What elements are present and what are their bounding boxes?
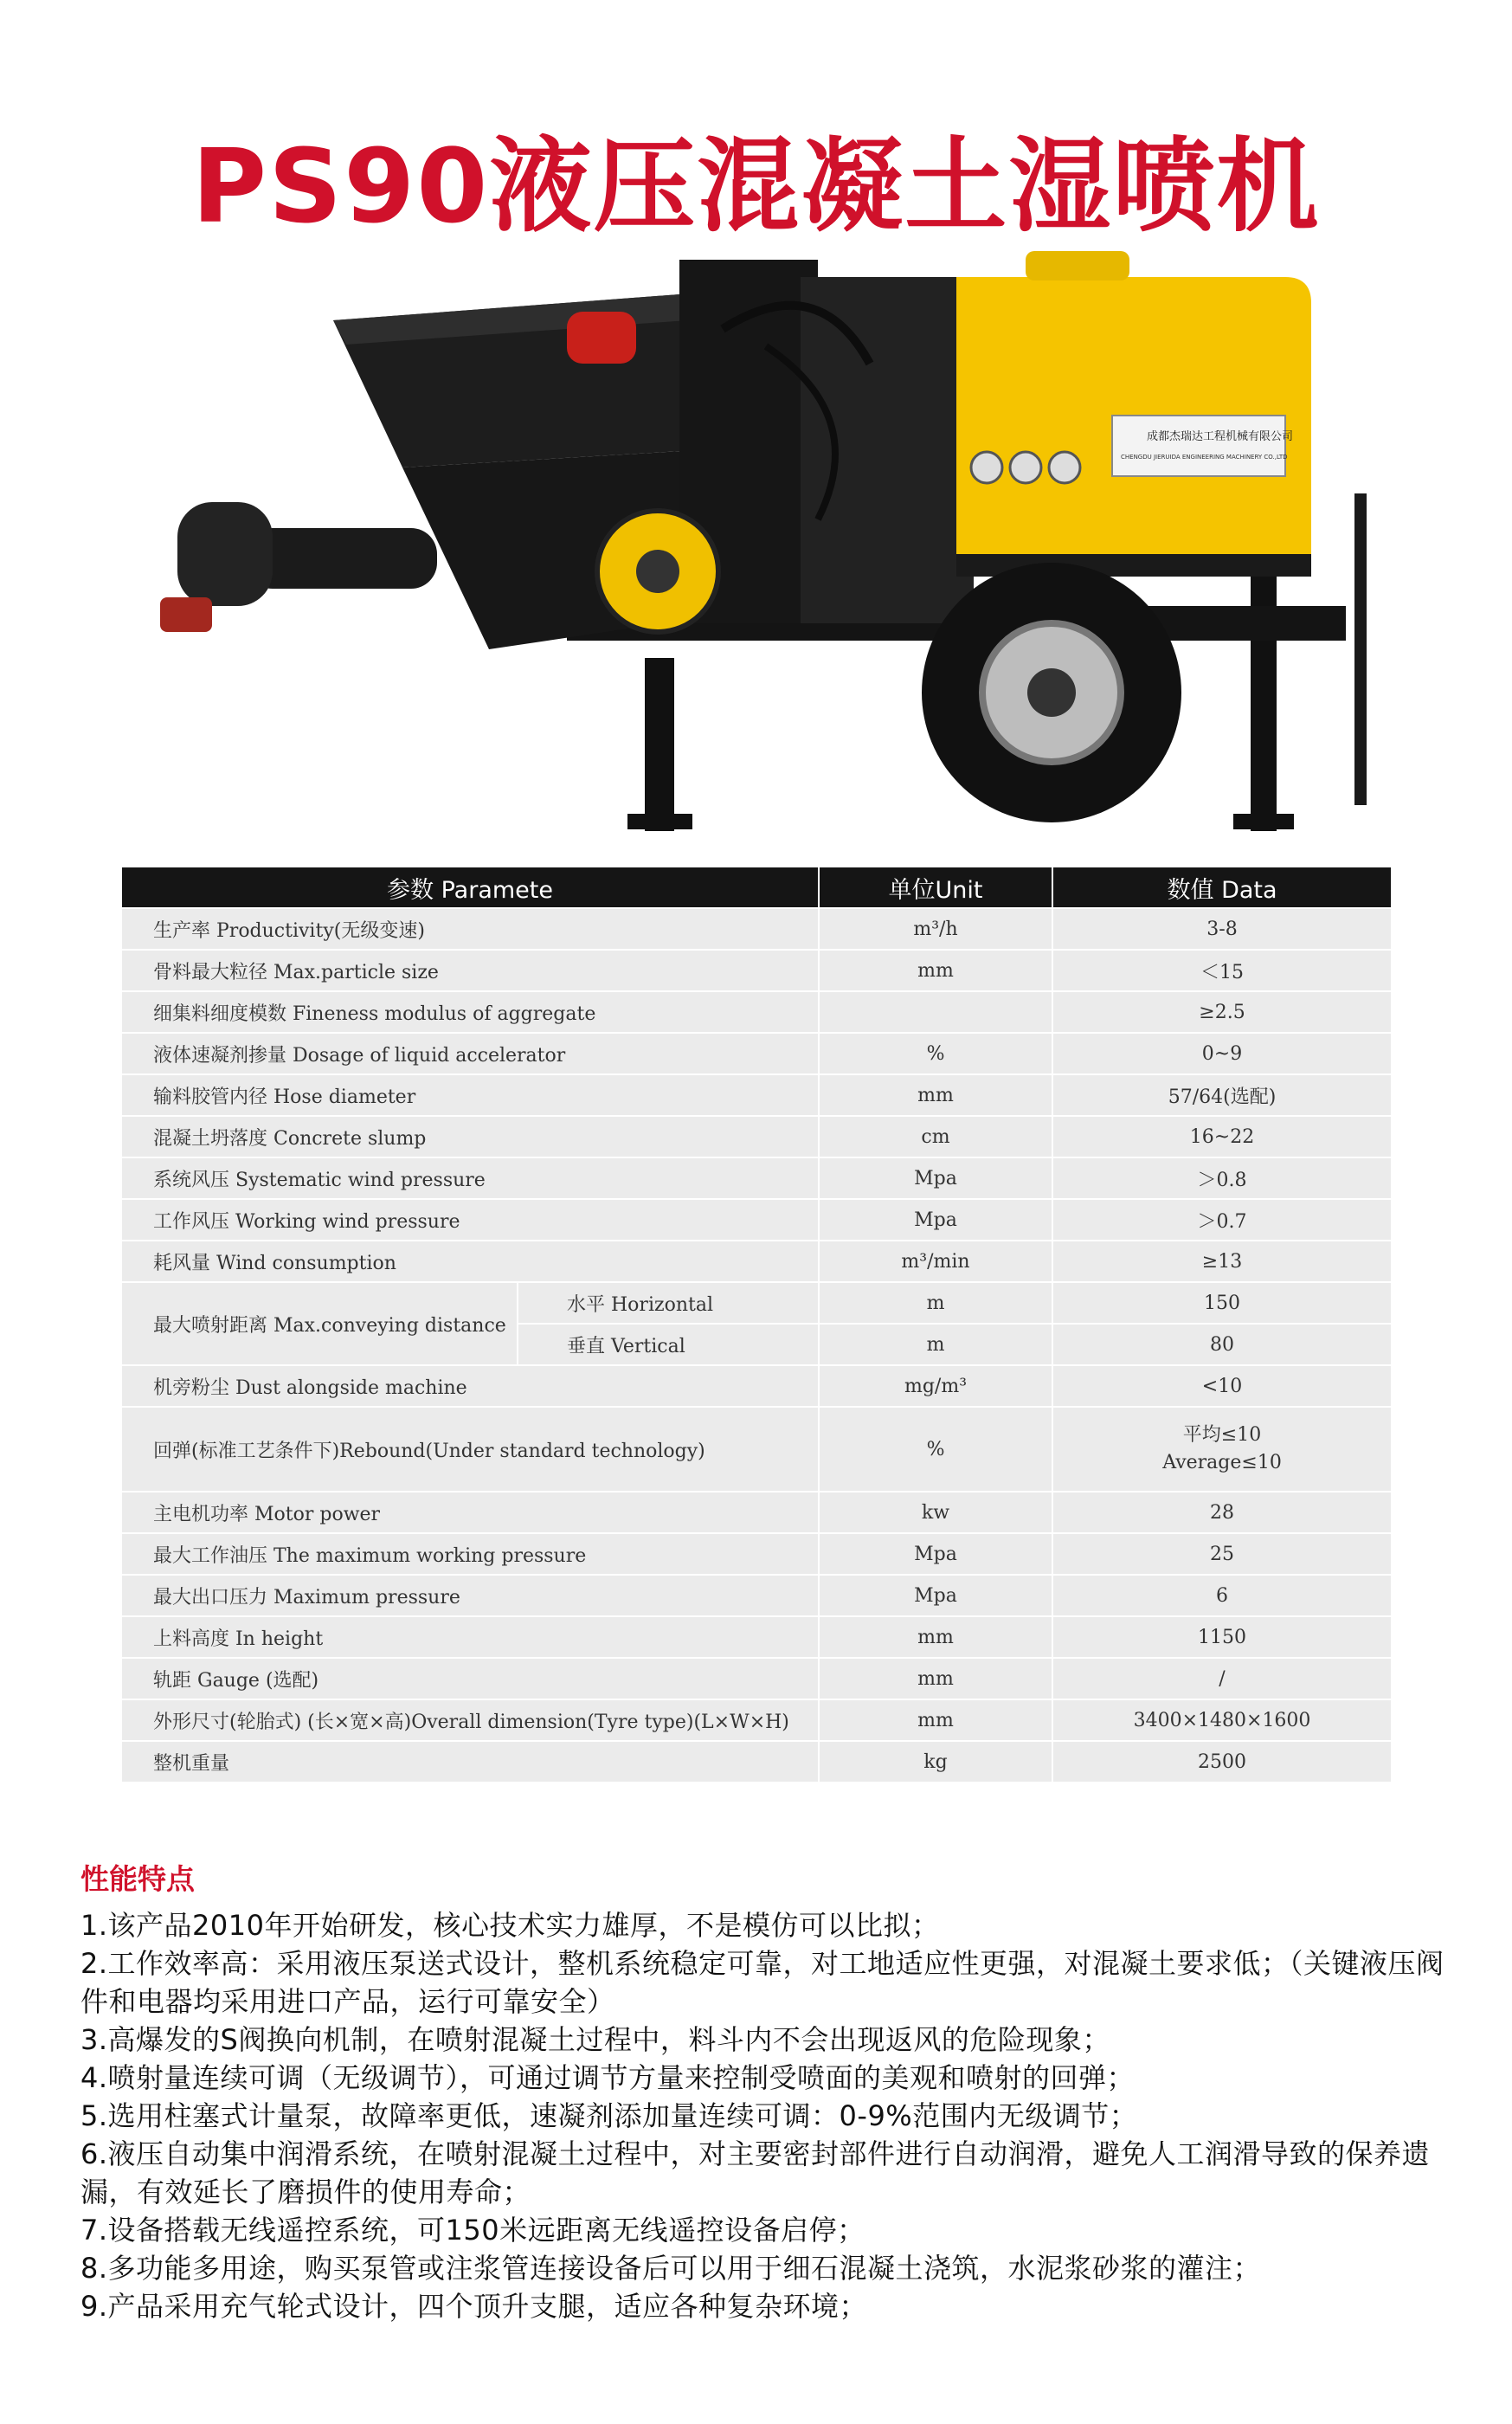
param-value — [1052, 1407, 1392, 1492]
table-row — [121, 1241, 1392, 1282]
nameplate-line2: CHENGDU JIERUIDA ENGINEERING MACHINERY CO.,LTD — [1121, 454, 1288, 461]
feature-item: 9.产品采用充气轮式设计，四个顶升支腿，适应各种复杂环境； — [80, 2290, 868, 2323]
feature-item: 6.液压自动集中润滑系统，在喷射混凝土过程中，对主要密封部件进行自动润滑，避免人工润滑导致的保养遗漏，有效延长了磨损件的使用寿命； — [80, 2137, 1431, 2208]
param-name: 液体速凝剂掺量 Dosage of liquid accelerator — [121, 1033, 819, 1074]
feature-item: 3.高爆发的S阀换向机制，在喷射混凝土过程中，料斗内不会出现返风的危险现象； — [80, 2023, 1110, 2056]
param-value: ≥2.5 — [1052, 991, 1392, 1033]
table-row — [121, 1199, 1392, 1241]
table-row — [121, 1033, 1392, 1074]
param-unit: m — [819, 1282, 1052, 1324]
param-unit: Mpa — [819, 1533, 1052, 1575]
param-unit: kw — [819, 1492, 1052, 1533]
table-row — [121, 950, 1392, 991]
param-value: ≥13 — [1052, 1241, 1392, 1282]
header-parameter: 参数 Paramete — [121, 867, 819, 908]
param-name: 混凝土坍落度 Concrete slump — [121, 1116, 819, 1157]
param-value: 80 — [1052, 1324, 1392, 1365]
param-value: 57/64(选配) — [1052, 1074, 1392, 1116]
table-row — [121, 1575, 1392, 1616]
table-row — [121, 991, 1392, 1033]
param-name: 生产率 Productivity(无级变速) — [121, 908, 819, 950]
header-unit: 单位Unit — [819, 867, 1052, 908]
param-value: ＞0.7 — [1052, 1199, 1392, 1241]
param-name: 细集料细度模数 Fineness modulus of aggregate — [121, 991, 819, 1033]
param-unit: kg — [819, 1741, 1052, 1783]
feature-item: 8.多功能多用途，购买泵管或注浆管连接设备后可以用于细石混凝土浇筑，水泥浆砂浆的灌注； — [80, 2252, 1262, 2285]
param-name: 外形尺寸(轮胎式) (长×宽×高)Overall dimension(Tyre type)(L×W×H) — [121, 1699, 819, 1741]
rebound-value-en: Average≤10 — [1162, 1452, 1282, 1473]
param-name: 工作风压 Working wind pressure — [121, 1199, 819, 1241]
table-row-conveying-horizontal — [121, 1282, 1392, 1324]
param-unit: % — [819, 1407, 1052, 1492]
param-value: ＜15 — [1052, 950, 1392, 991]
param-name: 整机重量 — [121, 1741, 819, 1783]
param-unit: mg/m³ — [819, 1365, 1052, 1407]
param-value: 25 — [1052, 1533, 1392, 1575]
table-row-rebound — [121, 1407, 1392, 1492]
feature-item: 1.该产品2010年开始研发，核心技术实力雄厚，不是模仿可以比拟； — [80, 1909, 940, 1942]
table-row — [121, 1533, 1392, 1575]
header-data: 数值 Data — [1052, 867, 1392, 908]
param-subname-vertical: 垂直 Vertical — [518, 1324, 819, 1365]
param-unit: mm — [819, 1616, 1052, 1658]
param-unit: mm — [819, 950, 1052, 991]
table-row — [121, 1492, 1392, 1533]
param-value: / — [1052, 1658, 1392, 1699]
param-name: 机旁粉尘 Dust alongside machine — [121, 1365, 819, 1407]
param-name: 上料高度 In height — [121, 1616, 819, 1658]
nameplate-line1: 成都杰瑞达工程机械有限公司 — [1147, 430, 1294, 443]
table-row — [121, 908, 1392, 950]
param-unit: Mpa — [819, 1199, 1052, 1241]
param-name: 轨距 Gauge (选配) — [121, 1658, 819, 1699]
feature-item: 5.选用柱塞式计量泵，故障率更低，速凝剂添加量连续可调：0-9%范围内无级调节； — [80, 2099, 1138, 2132]
table-row — [121, 1116, 1392, 1157]
param-unit — [819, 991, 1052, 1033]
param-unit: m³/min — [819, 1241, 1052, 1282]
param-value: 3-8 — [1052, 908, 1392, 950]
param-name: 输料胶管内径 Hose diameter — [121, 1074, 819, 1116]
param-value: 16~22 — [1052, 1116, 1392, 1157]
spec-table — [120, 866, 1393, 1783]
feature-item: 2.工作效率高：采用液压泵送式设计，整机系统稳定可靠，对工地适应性更强，对混凝土要求低；（关键液压阀件和电器均采用进口产品，运行可靠安全） — [80, 1947, 1444, 2018]
table-row — [121, 1074, 1392, 1116]
param-name: 回弹(标准工艺条件下)Rebound(Under standard technology) — [121, 1407, 819, 1492]
param-name: 耗风量 Wind consumption — [121, 1241, 819, 1282]
table-row — [121, 1365, 1392, 1407]
param-unit: Mpa — [819, 1157, 1052, 1199]
param-unit: m³/h — [819, 908, 1052, 950]
param-name: 最大出口压力 Maximum pressure — [121, 1575, 819, 1616]
param-value: <10 — [1052, 1365, 1392, 1407]
feature-item: 4.喷射量连续可调（无级调节），可通过调节方量来控制受喷面的美观和喷射的回弹； — [80, 2061, 1136, 2094]
param-unit: cm — [819, 1116, 1052, 1157]
param-unit: % — [819, 1033, 1052, 1074]
param-unit: mm — [819, 1658, 1052, 1699]
table-row — [121, 1157, 1392, 1199]
param-unit: mm — [819, 1699, 1052, 1741]
rebound-value-zh: 平均≤10 — [1182, 1424, 1262, 1446]
table-row — [121, 1616, 1392, 1658]
feature-item: 7.设备搭载无线遥控系统，可150米远距离无线遥控设备启停； — [80, 2214, 865, 2247]
param-value: 1150 — [1052, 1616, 1392, 1658]
param-value: 150 — [1052, 1282, 1392, 1324]
param-name: 骨料最大粒径 Max.particle size — [121, 950, 819, 991]
param-name: 主电机功率 Motor power — [121, 1492, 819, 1533]
param-name: 最大工作油压 The maximum working pressure — [121, 1533, 819, 1575]
param-subname-horizontal: 水平 Horizontal — [518, 1282, 819, 1324]
table-row — [121, 1658, 1392, 1699]
table-row — [121, 1699, 1392, 1741]
page-title: PS90液压混凝土湿喷机 — [191, 126, 1321, 246]
param-value: 28 — [1052, 1492, 1392, 1533]
features-section — [80, 1857, 1465, 2325]
param-unit: m — [819, 1324, 1052, 1365]
param-unit: Mpa — [819, 1575, 1052, 1616]
param-name: 系统风压 Systematic wind pressure — [121, 1157, 819, 1199]
param-value: ＞0.8 — [1052, 1157, 1392, 1199]
param-value: 6 — [1052, 1575, 1392, 1616]
machine-illustration — [160, 242, 1372, 848]
param-value: 2500 — [1052, 1741, 1392, 1783]
param-value: 3400×1480×1600 — [1052, 1699, 1392, 1741]
param-value: 0~9 — [1052, 1033, 1392, 1074]
table-header-row — [121, 867, 1392, 908]
features-title: 性能特点 — [80, 1862, 195, 1896]
param-unit: mm — [819, 1074, 1052, 1116]
param-name-conveying: 最大喷射距离 Max.conveying distance — [121, 1282, 518, 1365]
table-row — [121, 1741, 1392, 1783]
